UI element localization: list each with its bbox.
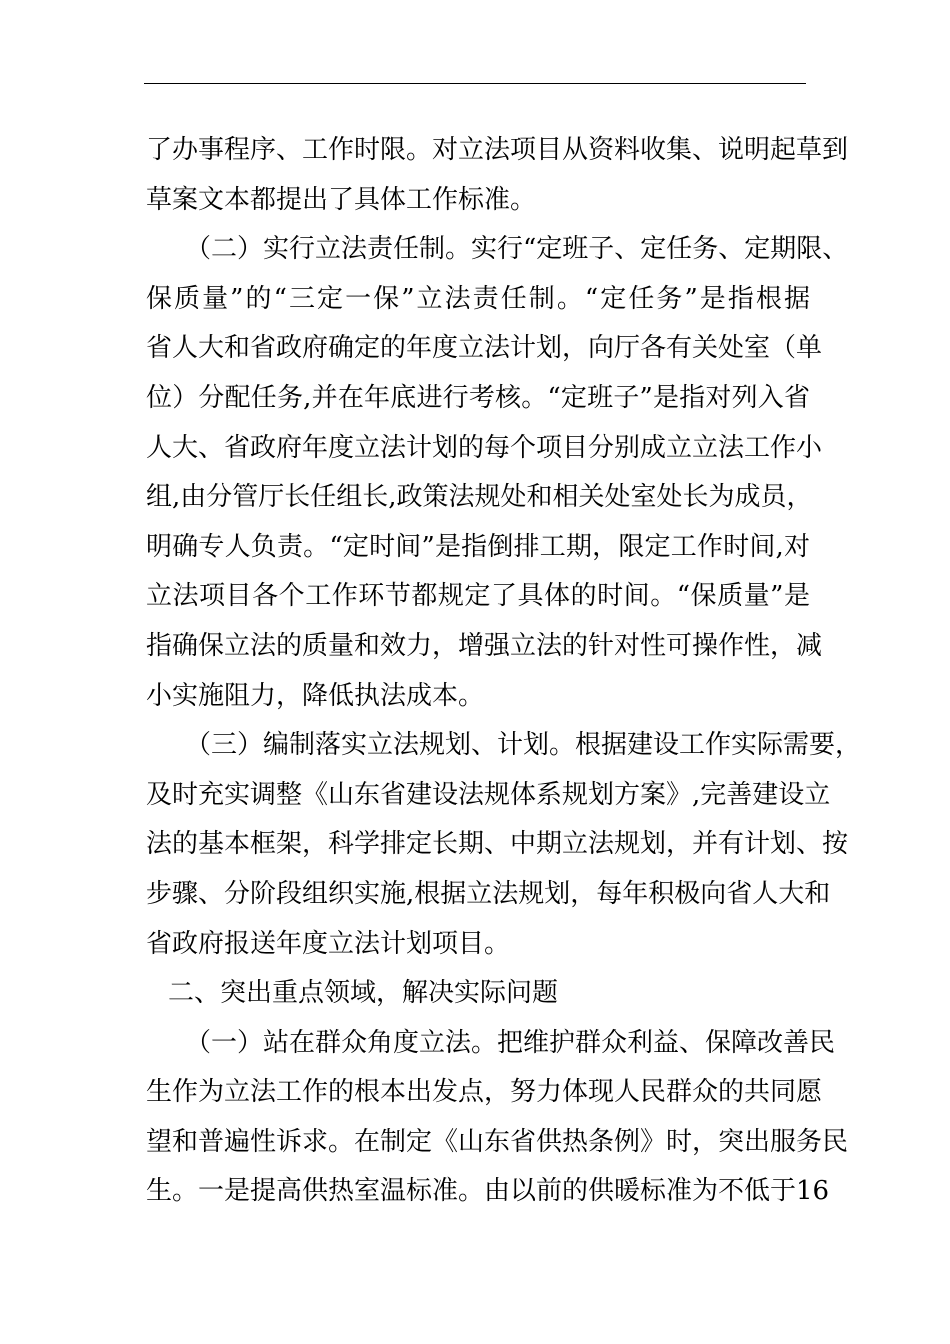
text-line: 明确专人负责。“定时间”是指倒排工期，限定工作时间,对 bbox=[146, 531, 810, 562]
paragraph-start-line: （一）站在群众角度立法。把维护群众利益、保障改善民 bbox=[185, 1027, 836, 1058]
text-line: 立法项目各个工作环节都规定了具体的时间。“保质量”是 bbox=[146, 581, 810, 612]
paragraph-start-line: （三）编制落实立法规划、计划。根据建设工作实际需要， bbox=[185, 730, 862, 761]
text-line: 指确保立法的质量和效力，增强立法的针对性可操作性，减 bbox=[146, 630, 823, 661]
section-heading: 二、突出重点领域，解决实际问题 bbox=[168, 978, 559, 1009]
text-line: 人大、省政府年度立法计划的每个项目分别成立立法工作小 bbox=[146, 432, 823, 463]
text-line: 了办事程序、工作时限。对立法项目从资料收集、说明起草到 bbox=[146, 135, 849, 165]
text-line: 省政府报送年度立法计划项目。 bbox=[146, 928, 511, 959]
text-line: 组,由分管厅长任组长,政策法规处和相关处室处长为成员， bbox=[146, 482, 813, 513]
text-line: 及时充实调整《山东省建设法规体系规划方案》,完善建设立 bbox=[146, 779, 831, 810]
text-line: 步骤、分阶段组织实施,根据立法规划，每年积极向省人大和 bbox=[146, 878, 831, 909]
text-line: 省人大和省政府确定的年度立法计划，向厅各有关处室（单 bbox=[146, 333, 823, 364]
text-line: 保质量”的“三定一保”立法责任制。“定任务”是指根据 bbox=[146, 283, 810, 314]
text-line: 位）分配任务,并在年底进行考核。“定班子”是指对列入省 bbox=[146, 382, 810, 413]
text-line: 草案文本都提出了具体工作标准。 bbox=[146, 184, 537, 215]
text-line: 望和普遍性诉求。在制定《山东省供热条例》时，突出服务民 bbox=[146, 1126, 849, 1157]
text-line: 生作为立法工作的根本出发点，努力体现人民群众的共同愿 bbox=[146, 1077, 823, 1108]
text-line: 法的基本框架，科学排定长期、中期立法规划，并有计划、按 bbox=[146, 829, 849, 860]
paragraph-start-line: （二）实行立法责任制。实行“定班子、定任务、定期限、 bbox=[185, 234, 849, 265]
text-line: 小实施阻力，降低执法成本。 bbox=[146, 680, 485, 711]
header-rule bbox=[144, 83, 806, 84]
document-body bbox=[146, 126, 862, 1217]
text-line: 生。一是提高供热室温标准。由以前的供暖标准为不低于16 bbox=[146, 1176, 830, 1207]
